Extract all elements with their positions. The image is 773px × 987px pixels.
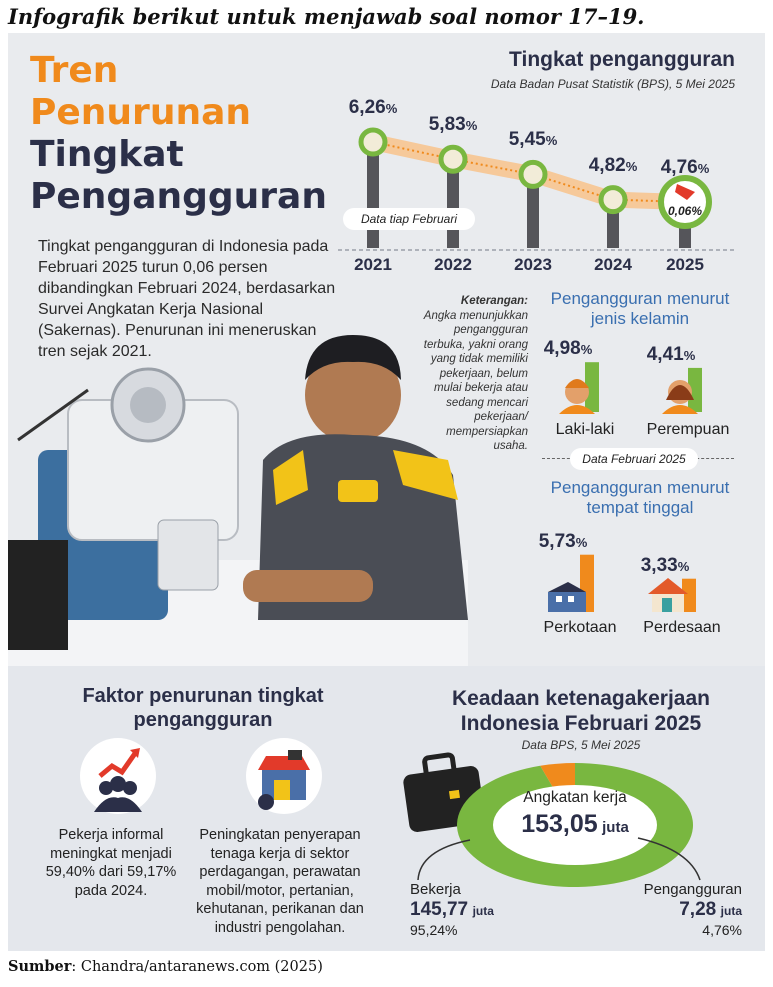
workforce-title-1: Keadaan ketenagakerjaan [452,687,710,710]
intro-text: Tingkat pengangguran di Indonesia pada Februari 2025 turun 0,06 persen dibandingkan Februari 2024, berdasarkan Survei Angkatan Kerja Nasional (Sakernas). Penurunan ini meneruskan tren sejak 2021. [38,238,336,360]
residence-value-number: 5,73 [538,530,576,552]
trend-value-2022 [415,114,491,136]
unemployed-label: Pengangguran [643,881,742,898]
trend-bar-2021 [367,142,379,248]
factor-2: Peningkatan penyerapan tenaga kerja di sektor perdagangan, perawatan mobil/motor, pertanian, kehutanan, perikanan dan industri pengolahan. [196,827,364,936]
trend-value-unit: % [625,158,638,174]
heading: Infografik berikut untuk menjawab soal nomor 17–19. [8,4,645,29]
trend-value-2021 [335,97,411,119]
main-title-line3: Tingkat [30,134,184,175]
footer-text: : Chandra/antaranews.com (2025) [71,959,323,975]
trend-value-unit: % [545,133,558,149]
gender-value-0 [533,338,603,360]
residence-value-0 [528,531,598,553]
trend-value-number: 5,83 [428,114,466,136]
note-label: Keterangan: [460,295,528,307]
trend-value-number: 4,82 [588,154,626,176]
gender-category-1: Perempuan [646,421,730,438]
trend-year-2023: 2023 [514,255,552,274]
trend-point-2023 [521,162,545,186]
employed-value: 145,77 [410,899,469,920]
trend-value-2024 [575,155,651,177]
workforce-source: Data BPS, 5 Mei 2025 [521,738,641,752]
trend-value-number: 6,26 [348,97,386,118]
employed-label: Bekerja [410,881,461,898]
note [410,294,528,454]
trend-title: Tingkat pengangguran [509,48,735,71]
unemployed-value: 7,28 [679,899,717,920]
main-title-line1: Tren [30,50,119,91]
trend-value-2025 [647,157,723,179]
trend-value-unit: % [697,161,710,176]
trend-value-number: 4,76 [660,157,698,178]
residence-category-0: Perkotaan [543,619,617,636]
residence-title-2: tempat tinggal [586,498,694,517]
unemployed-unit: juta [720,904,742,918]
unemployed [600,899,742,921]
gender-value-number: 4,98 [543,338,581,360]
trend-drop-label: 0,06% [667,204,703,218]
residence-value-unit: % [677,558,690,574]
factor-1: Pekerja informal meningkat menjadi 59,40% dari 59,17% pada 2024. [45,827,177,899]
residence-value-1 [630,555,700,577]
workforce-title [398,686,764,736]
gender-value-unit: % [580,342,593,358]
footer [8,958,323,975]
gender-value-1 [636,344,706,366]
trend-year-2025: 2025 [666,255,704,274]
factors-title [48,684,358,732]
trend-year-2022: 2022 [434,255,472,274]
main-title-line4: Pengangguran [30,176,327,217]
gender-title-2: jenis kelamin [590,309,690,328]
employed-unit: juta [472,904,494,918]
workforce-center-label: Angkatan kerja [523,789,627,806]
footer-label: Sumber [8,958,72,975]
note-text: Angka menunjukkan pengangguran terbuka, yakni orang yang tidak memiliki pekerjaan, belum mulai bekerja atau sedang mencari pekerjaan/ mempersiapkan usaha. [423,309,528,452]
employed [410,899,494,921]
trend-point-2021 [361,130,385,154]
trend-value-2023 [495,129,571,151]
gender-category-0: Laki-laki [555,421,615,438]
gender-value-unit: % [683,347,696,363]
gender-title-1: Pengangguran menurut [550,289,730,308]
workforce-center-value: 153,05 [521,810,598,838]
trend-point-2022 [441,147,465,171]
trend-value-unit: % [465,118,478,134]
workforce-title-2: Indonesia Februari 2025 [460,712,702,735]
trend-year-2021: 2021 [354,255,392,274]
residence-bar-1 [682,579,696,612]
trend-pill: Data tiap Februari [343,208,475,230]
trend-point-2025 [661,178,709,226]
residence-value-number: 3,33 [640,554,678,576]
trend-point-2024 [601,188,625,212]
factors-title-1: Faktor penurunan tingkat [82,685,324,707]
unemployed-pct: 4,76% [702,922,742,938]
employed-pct: 95,24% [410,922,458,938]
trend-value-unit: % [385,101,398,116]
gender-pill: Data Februari 2025 [570,448,698,470]
factors-title-2: pengangguran [133,709,273,731]
residence-category-1: Perdesaan [643,619,721,636]
shop-icon [244,736,324,816]
trend-source: Data Badan Pusat Statistik (BPS), 5 Mei 2025 [490,77,735,91]
residence-value-unit: % [575,534,588,550]
trend-year-2024: 2024 [594,255,632,274]
main-title-line2: Penurunan [30,92,251,133]
trend-value-number: 5,45 [508,129,546,151]
residence-title-1: Pengangguran menurut [550,478,730,497]
gender-value-number: 4,41 [646,343,684,365]
workforce-center-unit: juta [602,819,629,836]
informal-worker-icon [78,736,158,816]
